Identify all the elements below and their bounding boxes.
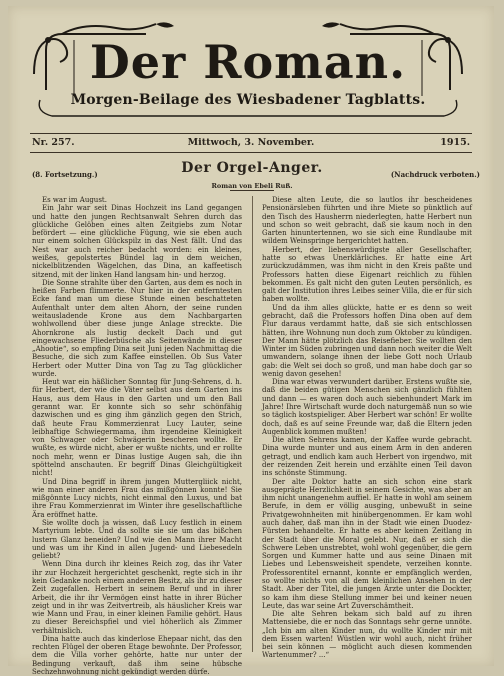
issue-number: Nr. 257. xyxy=(32,137,75,148)
masthead-title: Der Roman. xyxy=(89,35,407,89)
paragraph: Und da ihm alles glückte, hatte er es denn so weit gebracht, daß die Professors hoffen Dina oben auf dem Flur daraus verdammt hatte, daß sie sich entschlossen hätten, ihre Wohnung nun doch zum Oktober zu kündigen. Der Mann hätte plötzlich das Reisefieber. Sie wollten den Winter im Süden zubringen und dann noch weiter die Welt umwandern, solange ihnen der liebe Gott noch Urlaub gab: die Welt sei doch so groß, und man habe doch gar so wenig davon gesehen! xyxy=(262,303,472,378)
story-title: Der Orgel-Anger. xyxy=(181,160,323,176)
column-divider xyxy=(252,196,253,652)
reprint-note: (Nachdruck verboten.) xyxy=(390,170,480,179)
story-author: Roman von Ebeli Ruß. xyxy=(211,182,293,190)
paragraph: Dina hatte auch das kinderlose Ehepaar nicht, das den rechten Flügel der oberen Etage bewohnte. Der Professor, dem die Villa vorher gehörte, hatte nur unter der Bedingung verkauft, daß ihm seine hübsche Sechzehnwohnung nicht gekündigt werden dürfe. xyxy=(32,634,242,676)
paragraph: Sie wollte doch ja wissen, daß Lucy festlich in einem Martyrium lebte. Und da sollte sie sie um das bißchen lustern Glanz beneiden? Und wie den Mann ihrer Macht und was um ihr Kind in allen Jugend- und Liebesedeln geliebt? xyxy=(32,518,242,561)
text-column-right xyxy=(262,196,472,660)
paragraph: Wenn Dina durch ihr kleines Reich zog, das ihr Vater ihr zur Hochzeit hergerichtet geschenkt, regte sich in ihr kein Gedanke noch einem anderen Besitz, als ihr zu dieser Zeit zugefallen. Herbert in seinem Beruf und in ihrer Arbeit, die ihr ihr Vermögen einst hatte in ihrer Bücher zeigt und in ihr was Zeitvertreib, als häuslicher Kreis war wie Mann und Frau, in einer kleinen Familie gehört. Haus zu dieser Bereichspfiel und viel höherlich als Zimmer verhältnislich. xyxy=(32,560,242,635)
paragraph: Herbert, der liebenswürdigste aller Gesellschafter, hatte so etwas Unerklärliches. Er hatte eine Art zurückzudämmen, was ihm nicht in den Kreis paßte und Professors hatten diese Eigenart reichlich zu fühlen bekommen. Es galt nicht den guten Leuten persönlich, es galt der Institution ihres Leibes seiner Villa, die er für sich haben wollte. xyxy=(262,245,472,304)
paragraph: Diese alten Leute, die so lautlos ihr bescheidenes Pensionärsleben führten und ihre Miete so pünktlich auf den Tisch des Hausherrn niederlegten, hatte Herbert nun und schon so weit gebracht, daß sie kaum noch in den Garten hinuntertennen, wo sie sich eine Rundlaube mit wildem Weinspringe hergerichtet hatten. xyxy=(262,196,472,246)
issue-year: 1915. xyxy=(440,137,470,148)
issue-date: Mittwoch, 3. November. xyxy=(187,137,315,148)
paragraph: Ein Jahr war seit Dinas Hochzeit ins Land gegangen und hatte den jungen Rechtsanwalt Sehren durch das glückliche Gelöben eines alten Zeitgiebs zum Notar befördert — eine glückliche Fügung, wie sie eben auch nur einem solchen Glückspilz in das Nest fällt. Und das Nest war auch reicher bedacht worden: ein kleines, weißes, gepolstertes Bündel lag in dem weichen, nickelblitzenden Wägelchen, das Dina, an kaffeetisch sitzend, mit der linken Hand langsam hin- und herzog. xyxy=(32,204,242,279)
continuation-note: (8. Fortsetzung.) xyxy=(32,170,98,179)
paragraph: Und Dina begriff in ihrem jungen Muttergliick nicht, wie man einer anderen Frau das mißgönnen konnte! Sie mißgönnte Lucy nichts, nicht einmal den Luxus, und bat ihre Frau Kommerzienrat im Winter ihre gesellschaftliche Ära eröffnet hatte. xyxy=(32,477,242,519)
paragraph: Es war im August. xyxy=(42,196,107,204)
paragraph: Dina war etwas verwundert darüber. Erstens wußte sie, daß die beiden gütigen Menschen sich gänzlich fühlten und dann — es waren doch auch siebenhundert Mark im Jahre! Ihre Wirtschaft wurde doch naturgemäß nun so wie so täglich kostspieliger. Aber Herbert war schön! Er wollte doch, daß es auf seine Freunde war, daß die Eltern jeden Augenblick kommen mußten! xyxy=(262,378,472,436)
dateline xyxy=(30,133,472,153)
masthead-subtitle: Morgen-Beilage des Wiesbadener Tagblatts. xyxy=(70,92,426,108)
text-column-left xyxy=(32,196,242,676)
paragraph: Die alte Sehren bekam sich bald auf zu ihren Mattensiebe, die er noch das Sonntags sehr gerne unnöte. „Ich bin am alten Kinder nun, du wollte Kinder mir mit dem Essen warten! Wüstlen wir wohl auch, nicht früher bei sein können — möglicht auch diesen kommenden Wartenummer? ...“ xyxy=(262,610,472,660)
paragraph: Die Sonne strahlte über den Garten, aus dem es noch in heißen Farben flimmerte. Nur hier in der entferntesten Ecke fand man um diese Stunde einen beschatteten Aufenthalt unter dem alten Ahorn, der seine runden weitausladende Krone aus dem Nachbargarten wohlwollend über diese junge Anlage streckte. Die Ahornkrone als lustig deckelt Dach und gut eingewachsene Fliederbüsche als Seitenwände in dieser „Ahootie“, so empfing Dina seit Juni jeden Nachmittag die Besuche, die sich zum Kaffee einstellen. Ob Sus Vater Herbert oder Mutter Dina von Tag zu Tag glücklicher wurde. xyxy=(32,278,242,378)
paragraph: Heut war ein häßlicher Sonntag für Jung-Sehrens, d. h. für Herbert, der wie die Väter selbst aus dem Garten ins Haus, aus dem Haus in den Garten und um den Ball gerannt war. Er konnte sich so sehr schönfähig dazwischen und es ging ihm gänzlich gegen den Strich, daß heute Frau Kommerzienrat Lucy Lauter, seine leibhaftige Schwiegermama, ihm irgendeine Kleinigkeit von Schwager oder Schwägerin bescheren wollte. Er wußte, es würde nicht, aber er wußte nichts, und er rollte noch mehr, wenn er Dinas lustige Augen sah, die ihn spöttelnd anschauten. Er begriff Dinas Gleichgültigkeit nicht! xyxy=(32,378,242,478)
masthead xyxy=(26,20,470,120)
title-rule xyxy=(230,190,274,191)
paragraph: Der alte Doktor hatte an sich schon eine stark ausgeprägte Herzlichkeit in seinem Gesichte, was aber an ihm nicht unangenehm auffiel. Er hatte in wohl am seinem Berufe, in dem er völlig ausging, unbewußt in seine Privatgewohnheiten mit hinübergenommen. Er kam wohl auch daher, daß man ihn in der Stadt wie einen Duodez-Fürsten behandelte. Er hatte es aber keinen Zeitlang in der Stadt über die Moral gelebt. Nur, daß er sich die Schwere Leben unstrebtet, wohl wohl gegenüber, die gern Sorgen und Kummer hatte und aus seine Dinaen mit Liebes und Lebensweisheit spendete, verzeihen konnte. Professorentitel ernannt, konnte er empfänglich werden, so wollte nichts von all dem kleinlichen Ansehen in der Stadt. Aber der Titel, die jungen Ärzte unter die Dockter, so kam ihm diese Stellung immer bei und keiner neuen Leute, das war seine Art Zuverschämtheit. xyxy=(262,477,472,610)
paragraph: Die alten Sehrens kamen, der Kaffee wurde gebracht. Dina wurde munter und aus einem Arm in den anderen getragt, und endlich kam auch Herbert von irgendwo, mit der reizenden Zeit herein und erzählte einen Teil davon ins schönste Stimmung. xyxy=(262,436,472,478)
